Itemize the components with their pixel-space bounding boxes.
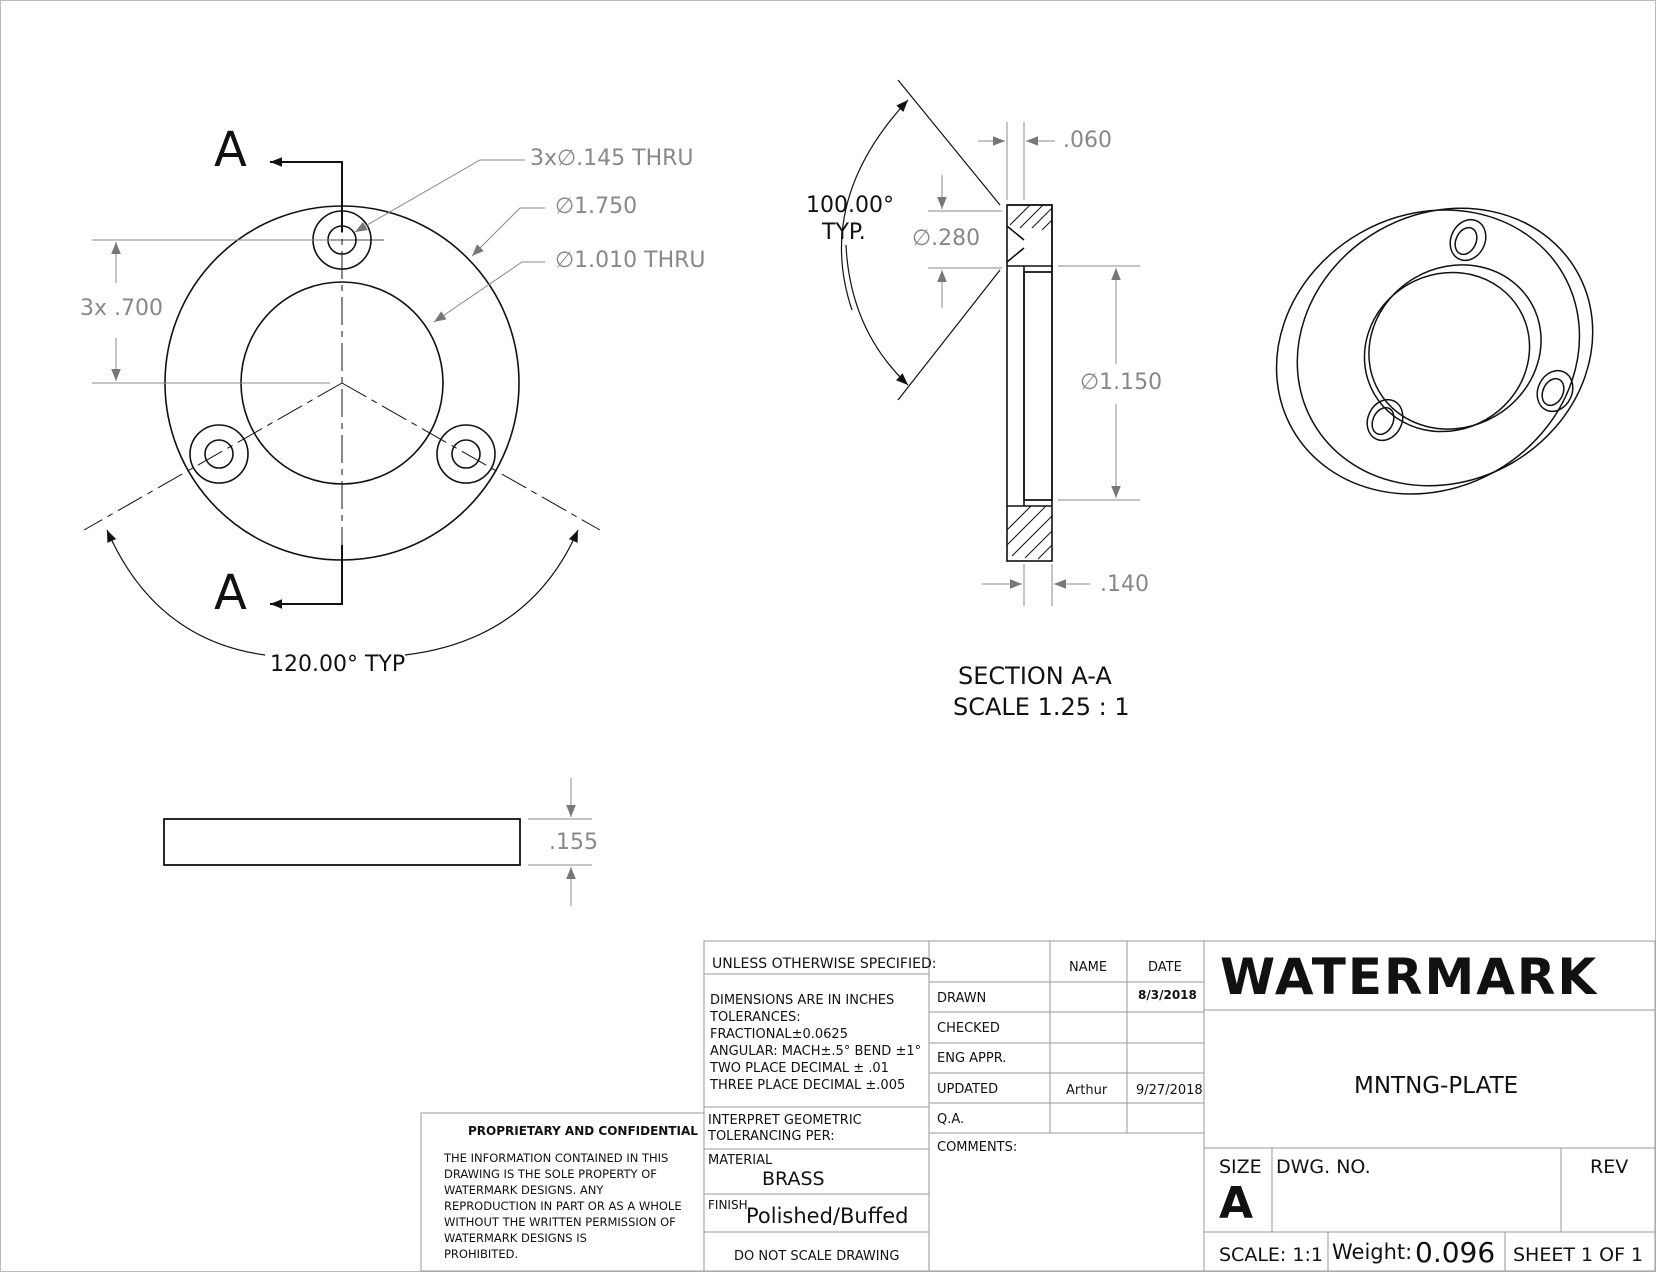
dimensions-note: DIMENSIONS ARE IN INCHES [710, 993, 895, 1008]
dim-csk-diameter: ∅.280 [912, 226, 981, 251]
row-eng-appr-label: ENG APPR. [937, 1051, 1007, 1066]
dim-section-depth: .140 [1100, 572, 1149, 597]
isometric-view [1224, 155, 1643, 549]
dim-hole-radius: 3x .700 [80, 296, 163, 321]
proprietary-line: WITHOUT THE WRITTEN PERMISSION OF [444, 1215, 676, 1229]
col-date-header: DATE [1148, 960, 1182, 975]
col-name-header: NAME [1069, 960, 1108, 975]
section-title: SECTION A-A [958, 662, 1112, 690]
dim-counterbore: ∅1.150 [1080, 370, 1163, 395]
section-view [841, 80, 1140, 606]
callout-bore: ∅1.010 THRU [555, 248, 706, 273]
part-name: MNTNG-PLATE [1354, 1073, 1519, 1099]
finish-value: Polished/Buffed [746, 1204, 909, 1228]
size-value: A [1219, 1178, 1254, 1229]
interpret-geometric: INTERPRET GEOMETRIC [708, 1113, 862, 1128]
size-label: SIZE [1219, 1156, 1262, 1178]
proprietary-line: PROHIBITED. [444, 1247, 519, 1261]
proprietary-line: DRAWING IS THE SOLE PROPERTY OF [444, 1167, 657, 1181]
row-checked-label: CHECKED [937, 1021, 1000, 1036]
unless-specified: UNLESS OTHERWISE SPECIFIED: [712, 956, 937, 972]
finish-label: FINISH [708, 1198, 748, 1212]
tolerance-three-place: THREE PLACE DECIMAL ±.005 [710, 1078, 906, 1093]
proprietary-line: THE INFORMATION CONTAINED IN THIS [444, 1151, 669, 1165]
proprietary-line: WATERMARK DESIGNS. ANY [444, 1183, 604, 1197]
dwg-no-label: DWG. NO. [1276, 1156, 1371, 1178]
callout-outer-diameter: ∅1.750 [555, 194, 638, 219]
row-updated-date: 9/27/2018 [1136, 1083, 1203, 1098]
row-updated-name: Arthur [1066, 1083, 1108, 1098]
section-marker-bottom: A [214, 565, 247, 621]
scale-label: SCALE: 1:1 [1219, 1244, 1323, 1266]
weight-value: 0.096 [1415, 1236, 1496, 1269]
dim-csk-angle-typ: TYP. [822, 220, 866, 245]
row-drawn-label: DRAWN [937, 991, 987, 1006]
weight-label: Weight: [1332, 1240, 1413, 1264]
section-scale: SCALE 1.25 : 1 [953, 693, 1130, 721]
row-updated-label: UPDATED [937, 1082, 999, 1097]
material-value: BRASS [762, 1168, 825, 1190]
rev-label: REV [1590, 1156, 1629, 1178]
company-logo: WATERMARK [1220, 948, 1599, 1006]
dim-side-thickness: .155 [549, 830, 598, 855]
sheet-label: SHEET 1 OF 1 [1513, 1244, 1644, 1266]
proprietary-line: WATERMARK DESIGNS IS [444, 1231, 587, 1245]
tolerance-two-place: TWO PLACE DECIMAL ± .01 [710, 1061, 889, 1076]
callout-holes: 3x∅.145 THRU [530, 146, 694, 171]
tolerance-angular: ANGULAR: MACH±.5° BEND ±1° [710, 1044, 922, 1059]
mounting-hole-left [190, 425, 248, 483]
dim-section-thickness: .060 [1063, 128, 1112, 153]
proprietary-title: PROPRIETARY AND CONFIDENTIAL [468, 1124, 698, 1138]
side-view [164, 778, 592, 906]
tolerancing-per: TOLERANCING PER: [708, 1129, 835, 1144]
dim-angle-120: 120.00° TYP [270, 652, 406, 677]
tolerances-label: TOLERANCES: [710, 1010, 801, 1025]
comments-label: COMMENTS: [937, 1140, 1018, 1155]
row-drawn-date: 8/3/2018 [1138, 988, 1197, 1002]
dim-csk-angle-value: 100.00° [806, 193, 894, 218]
section-marker-top: A [214, 122, 247, 178]
proprietary-line: REPRODUCTION IN PART OR AS A WHOLE [444, 1199, 682, 1213]
material-label: MATERIAL [708, 1153, 773, 1168]
tolerance-fractional: FRACTIONAL±0.0625 [710, 1027, 848, 1042]
row-qa-label: Q.A. [937, 1112, 965, 1127]
do-not-scale: DO NOT SCALE DRAWING [734, 1249, 900, 1264]
